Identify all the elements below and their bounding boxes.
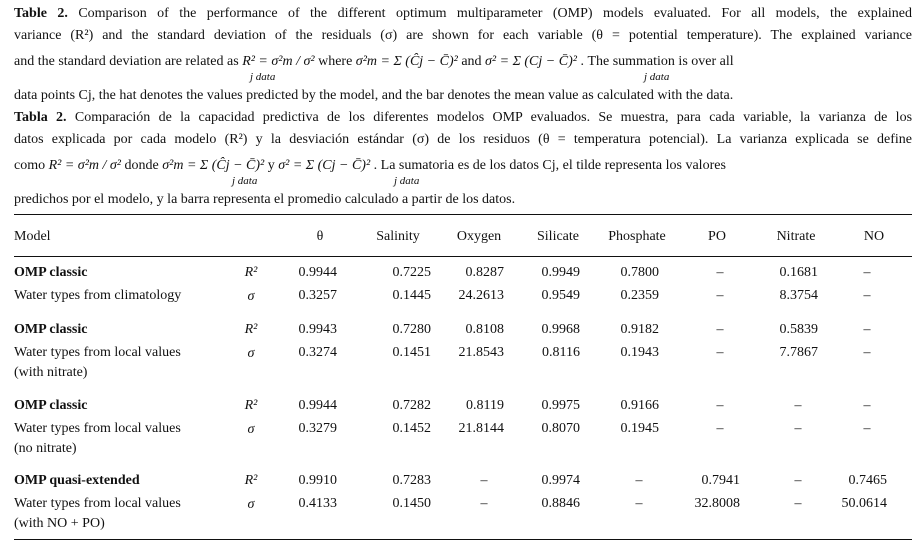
cell-r2-oxygen: 0.8108	[465, 322, 504, 337]
cell-r2-theta: 0.9944	[298, 265, 337, 280]
cell-sigma-salinity: 0.1450	[392, 496, 431, 511]
cell-sigma-nitrate: –	[794, 421, 802, 436]
caption-line: Comparación de la capacidad predictiva de los diferentes modelos OMP evaluados. Se muestra, para cada variable, la varianza de los	[74, 110, 913, 125]
cell-sigma-oxygen: 21.8144	[458, 421, 504, 436]
cell-sigma-salinity: 0.1452	[392, 421, 431, 436]
sum-subscript: j data	[232, 175, 258, 187]
cell-sigma-po: –	[716, 288, 724, 303]
cell-r2-salinity: 0.7225	[392, 265, 431, 280]
cell-sigma-silicate: 0.8070	[541, 421, 580, 436]
sum-subscript: j data	[394, 175, 420, 187]
cell-sigma-theta: 0.3257	[298, 288, 337, 303]
stat-label-r2: R²	[244, 473, 258, 488]
caption-text: y	[267, 158, 275, 173]
formula-r2: R² = σ²m / σ²	[242, 54, 315, 69]
cell-r2-theta: 0.9944	[298, 398, 337, 413]
cell-r2-salinity: 0.7283	[392, 473, 431, 488]
cell-sigma-phosphate: 0.1945	[620, 421, 659, 436]
cell-sigma-silicate: 0.9549	[541, 288, 580, 303]
cell-r2-nitrate: 0.1681	[779, 265, 818, 280]
cell-r2-phosphate: 0.7800	[620, 265, 659, 280]
cell-sigma-no: –	[863, 421, 871, 436]
caption-line: datos explicada por cada modelo (R²) y la desviación estándar (σ) de los residuos (θ = temperatura potencial). La varianza explicada se define	[14, 132, 912, 147]
cell-sigma-nitrate: –	[794, 496, 802, 511]
cell-sigma-theta: 0.3274	[298, 345, 337, 360]
cell-sigma-oxygen: 24.2613	[458, 288, 504, 303]
stat-label-r2: R²	[244, 398, 258, 413]
cell-r2-silicate: 0.9968	[541, 322, 580, 337]
cell-r2-no: –	[863, 322, 871, 337]
header-silicate: Silicate	[537, 229, 579, 244]
cell-sigma-po: 32.8008	[694, 496, 740, 511]
cell-r2-nitrate: 0.5839	[779, 322, 818, 337]
cell-sigma-nitrate: 7.7867	[779, 345, 818, 360]
caption-label: Table 2.	[14, 6, 68, 21]
table-header-rule	[14, 256, 912, 257]
caption-line: variance (R²) and the standard deviation of the residuals (σ) are shown for each variable (θ = potential temperature). The explained variance	[14, 28, 912, 43]
caption-text: and the standard deviation are related as	[14, 54, 239, 69]
cell-r2-phosphate: 0.9166	[620, 398, 659, 413]
caption-text: . The summation is over all	[580, 54, 734, 69]
caption-text: . La sumatoria es de los datos Cj, el tilde representa los valores	[373, 158, 726, 173]
cell-sigma-oxygen: 21.8543	[458, 345, 504, 360]
cell-sigma-theta: 0.4133	[298, 496, 337, 511]
model-title: OMP quasi-extended	[14, 473, 140, 488]
stat-label-sigma: σ	[247, 289, 255, 304]
model-description: (with NO + PO)	[14, 516, 105, 531]
cell-sigma-salinity: 0.1451	[392, 345, 431, 360]
cell-r2-silicate: 0.9949	[541, 265, 580, 280]
stat-label-r2: R²	[244, 322, 258, 337]
cell-sigma-silicate: 0.8846	[541, 496, 580, 511]
cell-sigma-oxygen: –	[480, 496, 488, 511]
cell-sigma-no: –	[863, 288, 871, 303]
caption-line: data points Cj, the hat denotes the values predicted by the model, and the bar denotes the mean value as calculated with the data.	[14, 88, 734, 103]
cell-r2-oxygen: 0.8119	[466, 398, 504, 413]
header-theta: θ	[316, 229, 324, 244]
sum-subscript: j data	[644, 71, 670, 83]
stat-label-r2: R²	[244, 265, 258, 280]
caption-text: como	[14, 158, 46, 173]
formula-sigma-m: σ²m = Σ (Ĉj − C̄)²	[355, 54, 458, 69]
formula-r2: R² = σ²m / σ²	[48, 158, 122, 173]
cell-sigma-phosphate: –	[635, 496, 643, 511]
caption-label: Tabla 2.	[14, 110, 67, 125]
header-model: Model	[14, 229, 51, 244]
cell-r2-no: –	[863, 398, 871, 413]
cell-sigma-nitrate: 8.3754	[779, 288, 818, 303]
cell-r2-theta: 0.9943	[298, 322, 337, 337]
cell-r2-oxygen: 0.8287	[465, 265, 504, 280]
cell-r2-no: –	[863, 265, 871, 280]
model-title: OMP classic	[14, 398, 88, 413]
model-title: OMP classic	[14, 265, 88, 280]
cell-r2-no: 0.7465	[848, 473, 887, 488]
cell-r2-silicate: 0.9974	[541, 473, 580, 488]
model-description: Water types from climatology	[14, 288, 182, 303]
formula-sigma: σ² = Σ (Cj − C̄)²	[485, 54, 577, 69]
caption-text: where	[318, 54, 353, 69]
cell-r2-salinity: 0.7280	[392, 322, 431, 337]
model-description: (with nitrate)	[14, 365, 88, 380]
formula-sigma: σ² = Σ (Cj − C̄)²	[278, 158, 371, 173]
table-bottom-rule	[14, 539, 912, 540]
cell-r2-salinity: 0.7282	[392, 398, 431, 413]
table-top-rule	[14, 214, 912, 215]
header-nitrate: Nitrate	[776, 229, 816, 244]
model-title: OMP classic	[14, 322, 88, 337]
cell-sigma-no: –	[863, 345, 871, 360]
cell-sigma-salinity: 0.1445	[392, 288, 431, 303]
cell-sigma-no: 50.0614	[841, 496, 887, 511]
cell-sigma-po: –	[716, 345, 724, 360]
caption-text: donde	[124, 158, 159, 173]
cell-r2-phosphate: 0.9182	[620, 322, 659, 337]
stat-label-sigma: σ	[247, 346, 255, 361]
model-description: Water types from local values	[14, 496, 181, 511]
caption-text: and	[461, 54, 482, 69]
header-phosphate: Phosphate	[608, 229, 666, 244]
sum-subscript: j data	[250, 71, 276, 83]
model-description: (no nitrate)	[14, 441, 77, 456]
cell-sigma-theta: 0.3279	[298, 421, 337, 436]
cell-r2-theta: 0.9910	[298, 473, 337, 488]
header-oxygen: Oxygen	[456, 229, 502, 244]
cell-r2-silicate: 0.9975	[541, 398, 580, 413]
cell-sigma-silicate: 0.8116	[542, 345, 580, 360]
header-no: NO	[863, 229, 885, 244]
cell-r2-oxygen: –	[480, 473, 488, 488]
cell-r2-po: –	[716, 398, 724, 413]
cell-sigma-phosphate: 0.1943	[620, 345, 659, 360]
model-description: Water types from local values	[14, 421, 181, 436]
stat-label-sigma: σ	[247, 497, 255, 512]
cell-r2-po: –	[716, 322, 724, 337]
cell-sigma-phosphate: 0.2359	[620, 288, 659, 303]
caption-line: Comparison of the performance of the different optimum multiparameter (OMP) models evaluated. For all models, the explained	[78, 6, 913, 21]
cell-r2-nitrate: –	[794, 398, 802, 413]
caption-line: predichos por el modelo, y la barra representa el promedio calculado a partir de los datos.	[14, 192, 516, 207]
header-po: PO	[708, 229, 726, 244]
cell-r2-po: 0.7941	[701, 473, 740, 488]
cell-r2-nitrate: –	[794, 473, 802, 488]
cell-r2-po: –	[716, 265, 724, 280]
formula-sigma-m: σ²m = Σ (Ĉj − C̄)²	[162, 158, 265, 173]
model-description: Water types from local values	[14, 345, 181, 360]
cell-r2-phosphate: –	[635, 473, 643, 488]
stat-label-sigma: σ	[247, 422, 255, 437]
header-salinity: Salinity	[376, 229, 420, 244]
cell-sigma-po: –	[716, 421, 724, 436]
